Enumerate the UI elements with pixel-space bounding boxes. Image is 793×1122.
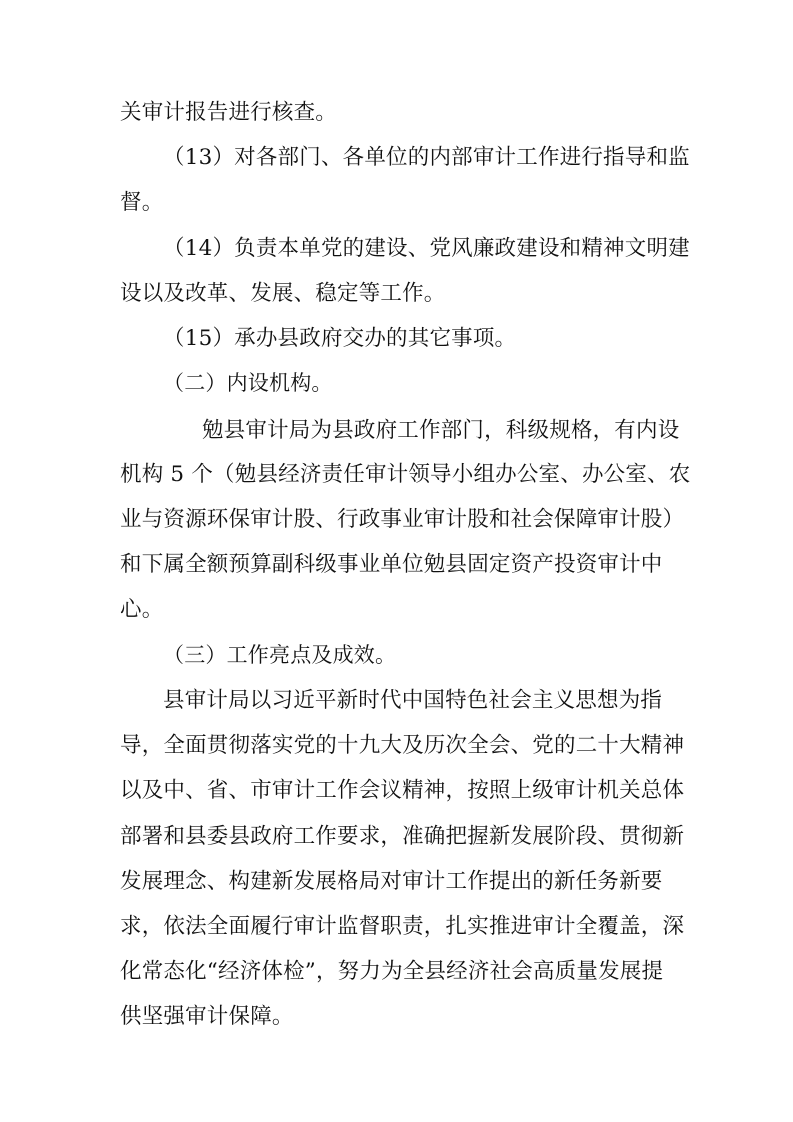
- text-line-18: [120, 860, 793, 904]
- text-line-10: [120, 498, 793, 542]
- section-heading-highlights: （三）工作亮点及成效。: [163, 643, 397, 667]
- text-line-19-text: 求，依法全面履行审计监督职责，扎实推进审计全覆盖，深: [120, 914, 685, 939]
- text-line-15-text: 导，全面贯彻落实党的十九大及历次全会、党的二十大精神: [120, 733, 685, 758]
- text-line-4: [163, 227, 793, 271]
- text-line-15: [120, 724, 793, 768]
- text-line-5: 设以及改革、发展、稳定等工作。: [120, 281, 446, 306]
- text-line-17: [120, 815, 793, 859]
- text-line-9: [120, 453, 793, 497]
- text-line-10-text: 业与资源环保审计股、行政事业审计股和社会保障审计股）: [120, 507, 685, 532]
- text-line-16-text: 以及中、省、市审计工作会议精神，按照上级审计机关总体: [120, 778, 685, 803]
- text-line-14-text: 县审计局以习近平新时代中国特色社会主义思想为指: [163, 688, 663, 713]
- text-line-1: 关审计报告进行核查。: [120, 100, 338, 125]
- text-line-8: [202, 409, 793, 453]
- text-line-11: [120, 543, 793, 587]
- text-line-16: [120, 769, 793, 813]
- text-line-4-text: （14）负责本单党的建设、党风廉政建设和精神文明建: [163, 236, 690, 261]
- text-line-2: [163, 136, 793, 180]
- text-line-20: [120, 950, 793, 994]
- text-line-20-text: 化常态化“经济体检”，努力为全县经济社会高质量发展提: [120, 959, 664, 984]
- text-line-6: （15）承办县政府交办的其它事项。: [163, 326, 517, 351]
- text-line-18-text: 发展理念、构建新发展格局对审计工作提出的新任务新要: [120, 869, 663, 894]
- text-line-21: 供坚强审计保障。: [120, 1004, 294, 1029]
- section-heading-internal-structure: （二）内设机构。: [163, 371, 333, 395]
- text-line-19: [120, 905, 793, 949]
- text-line-3: 督。: [120, 190, 164, 215]
- text-line-17-text: 部署和县委县政府工作要求，准确把握新发展阶段、贯彻新: [120, 824, 685, 849]
- text-line-11-text: 和下属全额预算副科级事业单位勉县固定资产投资审计中: [120, 552, 663, 577]
- text-line-9-text: 机构 5 个（勉县经济责任审计领导小组办公室、办公室、农: [120, 462, 691, 487]
- text-line-2-text: （13）对各部门、各单位的内部审计工作进行指导和监: [163, 145, 690, 170]
- text-line-14: [163, 679, 793, 723]
- text-line-12: 心。: [120, 597, 164, 622]
- text-line-8-text: 勉县审计局为县政府工作部门，科级规格，有内设: [202, 418, 680, 443]
